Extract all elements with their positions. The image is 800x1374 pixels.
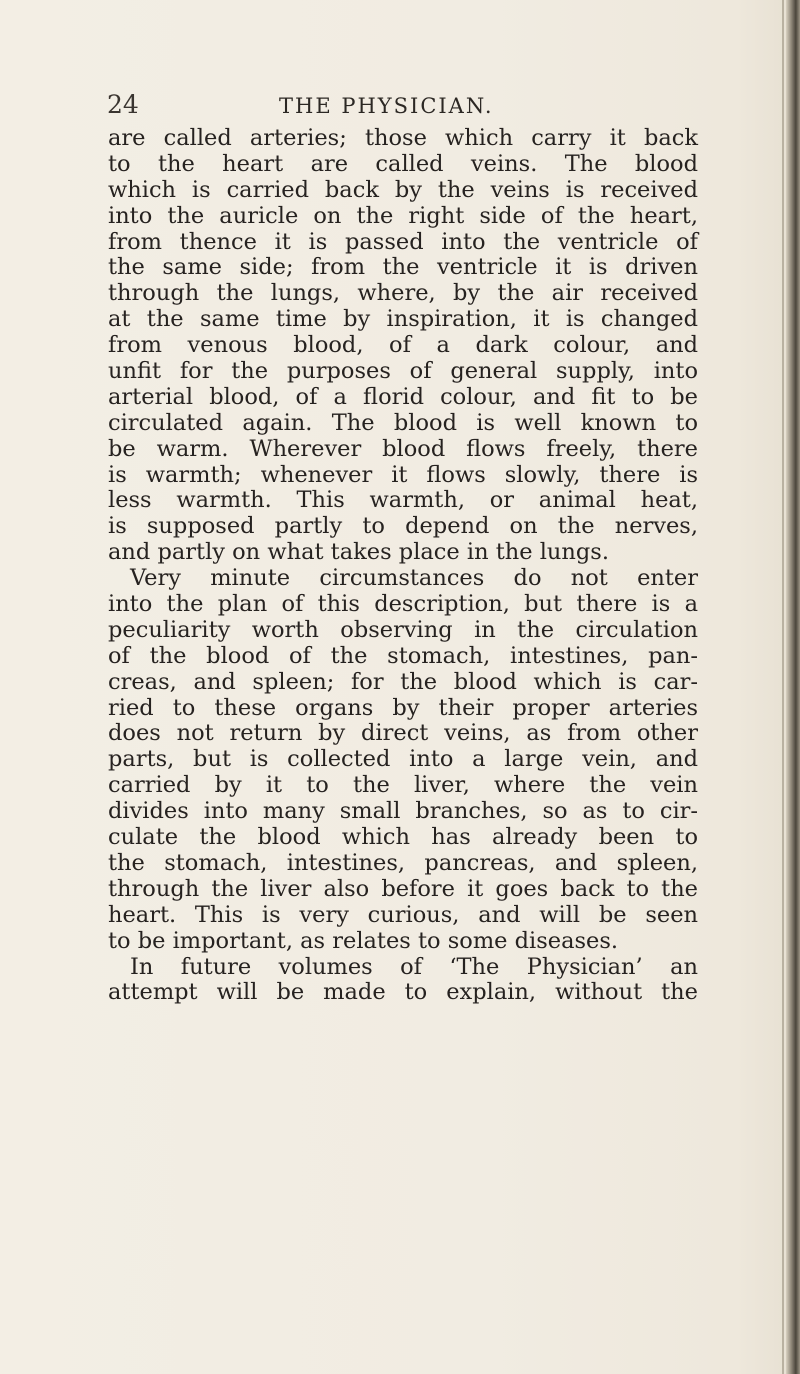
- text-line: into the plan of this description, but there is a: [108, 591, 698, 618]
- text-line: is supposed partly to depend on the nerves,: [108, 513, 698, 540]
- text-line: divides into many small branches, so as to cir-: [108, 798, 698, 825]
- text-line: the stomach, intestines, pancreas, and spleen,: [108, 849, 698, 876]
- text-line: In future volumes of ‘The Physician’ an: [130, 953, 698, 980]
- text-line: parts, but is collected into a large vein, and: [108, 746, 698, 773]
- text-line: are called arteries; those which carry it back: [108, 125, 698, 151]
- text-line: arterial blood, of a florid colour, and fit to be: [108, 383, 698, 410]
- text-line: less warmth. This warmth, or animal heat,: [108, 487, 698, 514]
- text-line: and partly on what takes place in the lungs.: [108, 539, 609, 566]
- text-line: creas, and spleen; for the blood which is car-: [108, 668, 698, 695]
- text-line: from thence it is passed into the ventricle of: [108, 228, 698, 255]
- text-line: through the lungs, where, by the air received: [108, 280, 698, 307]
- body-text: [108, 126, 698, 1006]
- text-line: to the heart are called veins. The blood: [108, 150, 698, 177]
- text-line: circulated again. The blood is well known to: [108, 409, 698, 436]
- text-line: be warm. Wherever blood flows freely, there: [108, 435, 698, 462]
- text-line: which is carried back by the veins is received: [108, 176, 698, 203]
- text-line: to be important, as relates to some diseases.: [108, 927, 619, 954]
- text-line: attempt will be made to explain, without the: [108, 979, 698, 1006]
- text-line: through the liver also before it goes back to the: [108, 875, 698, 902]
- page-header: [107, 88, 667, 128]
- text-line: culate the blood which has already been to: [108, 824, 698, 851]
- text-line: peculiarity worth observing in the circulation: [108, 616, 698, 643]
- text-line: carried by it to the liver, where the vein: [108, 772, 698, 799]
- page-edge-line: [782, 0, 784, 1374]
- text-line: from venous blood, of a dark colour, and: [108, 332, 698, 359]
- running-head: THE PHYSICIAN.: [279, 94, 494, 118]
- text-line: heart. This is very curious, and will be seen: [108, 901, 698, 928]
- text-line: the same side; from the ventricle it is driven: [108, 254, 698, 281]
- text-line: ried to these organs by their proper arteries: [108, 694, 698, 721]
- text-line: unfit for the purposes of general supply, into: [108, 358, 698, 385]
- binding-edge: [786, 0, 800, 1374]
- text-line: of the blood of the stomach, intestines, pan-: [108, 642, 698, 669]
- text-line: is warmth; whenever it flows slowly, there is: [108, 461, 698, 488]
- text-line: into the auricle on the right side of the heart,: [108, 202, 698, 229]
- text-line: at the same time by inspiration, it is changed: [108, 306, 698, 333]
- text-line: Very minute circumstances do not enter: [130, 565, 698, 592]
- page-number: 24: [107, 90, 139, 119]
- text-line: does not return by direct veins, as from other: [108, 720, 698, 747]
